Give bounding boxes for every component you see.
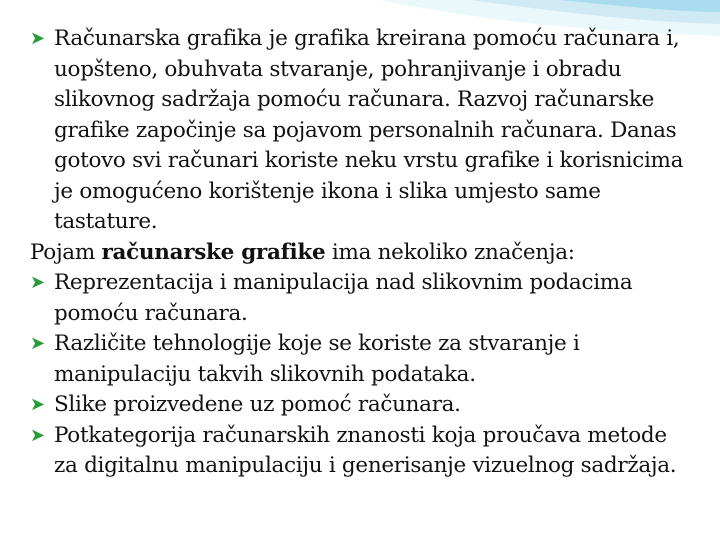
bullet-meaning-4 xyxy=(30,421,690,482)
meanings-intro-suffix: ima nekoliko značenja: xyxy=(325,239,575,265)
meanings-intro-bold-term: računarske grafike xyxy=(101,239,326,265)
bullet-meaning-2 xyxy=(30,329,690,390)
arrow-bullet-icon: ➤ xyxy=(30,333,45,354)
arrow-bullet-icon: ➤ xyxy=(30,272,45,293)
arrow-bullet-icon: ➤ xyxy=(30,424,45,446)
paragraph-definition-text: Računarska grafika je grafika kreirana pomoću računara i, uopšteno, obuhvata stvaranje, pohranjivanje i obradu slikovnog sadržaja pomoću računara. Razvoj računarske grafike započinje sa pojavom personalnih računara. Danas gotovo svi računari koriste neku vrstu grafike i korisnicima je omogućeno korištenje ikona i slika umjesto same tastature. xyxy=(54,26,684,234)
meanings-intro-prefix: Pojam xyxy=(30,239,102,265)
slide-body xyxy=(30,24,690,482)
bullet-meaning-4-text: Potkategorija računarskih znanosti koja proučava metode za digitalnu manipulaciju i generisanje vizuelnog sadržaja. xyxy=(54,422,677,478)
bullet-meaning-1 xyxy=(30,268,690,329)
paragraph-meanings-intro xyxy=(30,238,690,269)
arrow-bullet-icon: ➤ xyxy=(30,28,45,49)
bullet-meaning-3-text: Slike proizvedene uz pomoć računara. xyxy=(54,392,461,417)
paragraph-definition xyxy=(30,24,690,238)
bullet-meaning-2-text: Različite tehnologije koje se koriste za stvaranje i manipulaciju takvih slikovnih podataka. xyxy=(54,331,580,387)
bullet-meaning-1-text: Reprezentacija i manipulacija nad slikovnim podacima pomoću računara. xyxy=(54,270,633,326)
arrow-bullet-icon: ➤ xyxy=(30,394,45,415)
bullet-meaning-3 xyxy=(30,390,690,421)
